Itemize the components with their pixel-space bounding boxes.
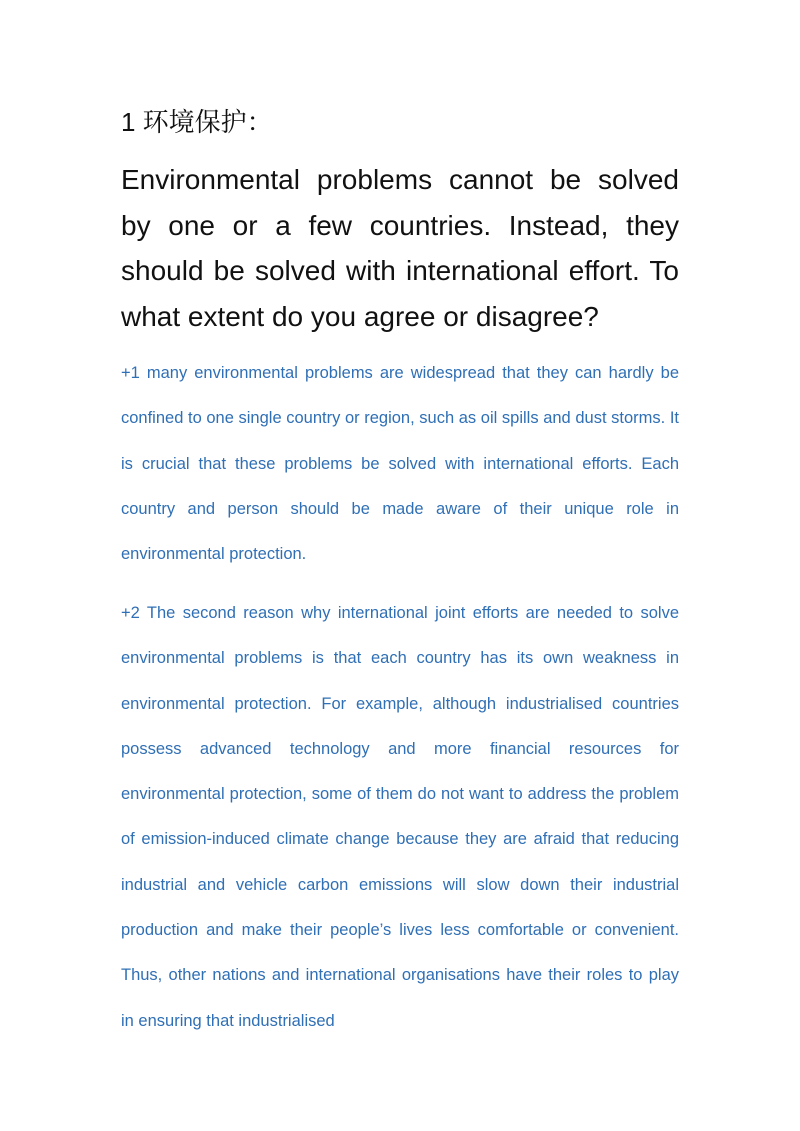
section-heading: 1 环境保护： [121, 107, 273, 137]
body-paragraph-2: +2 The second reason why international joint efforts are needed to solve environmental problems is that each country has its own weakness in environmental protection. For example, although industrialised countries possess advanced technology and more financial resources for environmental protection, some of them do not want to address the problem of emission-induced climate change because they are afraid that reducing industrial and vehicle carbon emissions will slow down their industrial production and make their people’s lives less comfortable or convenient. Thus, other nations and international organisations have their roles to play in ensuring that industrialised [121, 604, 679, 1030]
body-paragraph-1: +1 many environmental problems are widespread that they can hardly be confined to one single country or region, such as oil spills and dust storms. It is crucial that these problems be solved with international efforts. Each country and person should be made aware of their unique role in environmental protection. [121, 364, 679, 564]
essay-question: Environmental problems cannot be solved by one or a few countries. Instead, they should be solved with international effort. To what extent do you agree or disagree? [121, 164, 679, 332]
